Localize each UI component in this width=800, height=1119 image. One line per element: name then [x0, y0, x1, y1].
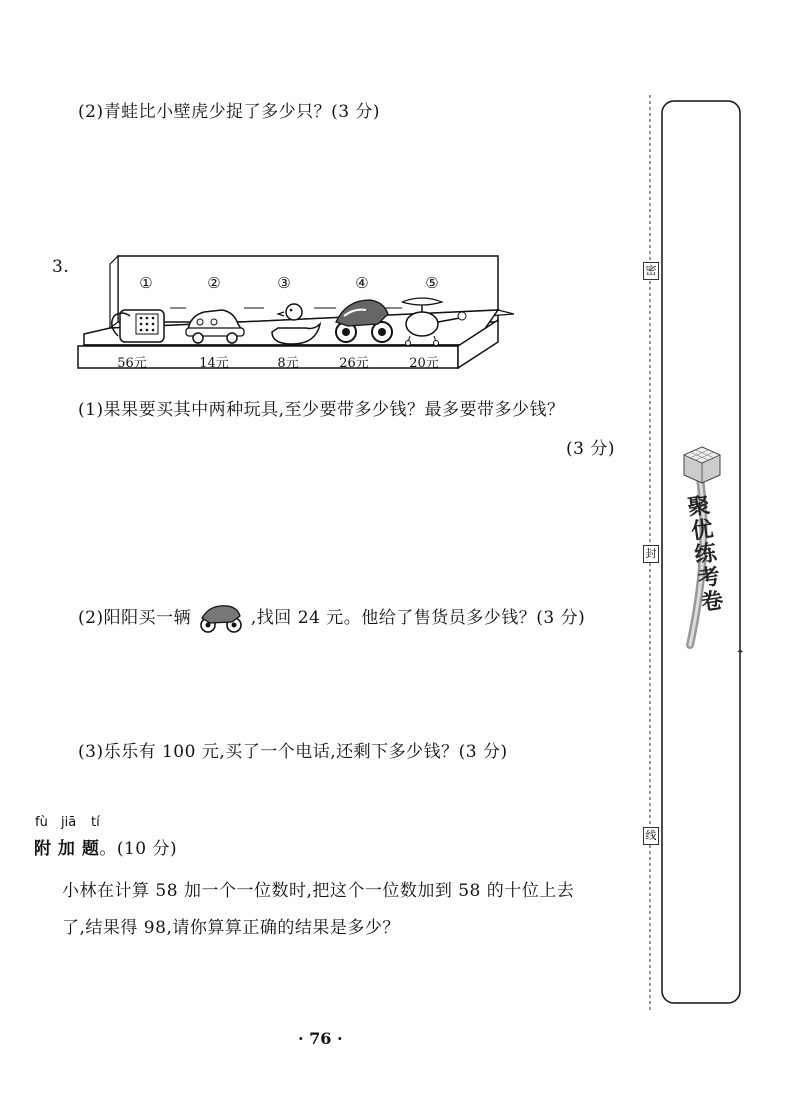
bonus-score: 。(10 分)	[99, 839, 178, 859]
item-4-mark: ④	[355, 274, 369, 292]
question-2-part-2: (2)青蛙比小壁虎少捉了多少只？(3 分)	[78, 102, 381, 122]
motorcycle-inline-icon	[199, 604, 243, 634]
seal-label-feng: 封	[643, 545, 659, 563]
question-3-number: 3.	[52, 257, 70, 277]
bonus-line-2: 了,结果得 98,请你算算正确的结果是多少？	[62, 918, 400, 938]
question-3-part-2-before: (2)阳阳买一辆	[78, 608, 192, 628]
item-2-price: 14元	[199, 356, 229, 371]
question-3-part-1: (1)果果要买其中两种玩具,至少要带多少钱？最多要带多少钱？	[78, 400, 565, 420]
item-3-mark: ③	[277, 274, 291, 292]
item-1-mark: ①	[139, 274, 153, 292]
question-3-part-2-after: ,找回 24 元。他给了售货员多少钱？(3 分)	[250, 608, 586, 628]
item-2-mark: ②	[207, 274, 221, 292]
item-5-mark: ⑤	[425, 274, 439, 292]
seal-label-xian: 线	[643, 827, 659, 845]
bonus-pinyin-2: jiā	[61, 815, 77, 830]
item-4-price: 26元	[339, 356, 369, 371]
bonus-pinyin-1: fù	[35, 815, 48, 830]
bonus-pinyin-3: tí	[91, 815, 100, 830]
bonus-heading	[34, 834, 177, 859]
page-number: · 76 ·	[298, 1029, 343, 1048]
item-1-price: 56元	[117, 356, 147, 371]
sparkle-icon: ✦	[736, 647, 745, 658]
seal-label-mi: 密	[643, 262, 659, 280]
item-5-price: 20元	[409, 356, 439, 371]
question-3-part-2	[78, 603, 585, 634]
item-3-price: 8元	[277, 356, 299, 371]
cube-logo-icon	[684, 447, 720, 483]
question-3-part-1-score: (3 分)	[566, 439, 615, 459]
bonus-line-1: 小林在计算 58 加一个一位数时,把这个一位数加到 58 的十位上去	[62, 881, 575, 901]
brand-title: 聚优练考卷	[682, 492, 725, 616]
telephone-icon	[112, 310, 164, 342]
bonus-title: 附 加 题	[34, 839, 100, 859]
question-3-part-3: (3)乐乐有 100 元,买了一个电话,还剩下多少钱？(3 分)	[78, 742, 508, 762]
